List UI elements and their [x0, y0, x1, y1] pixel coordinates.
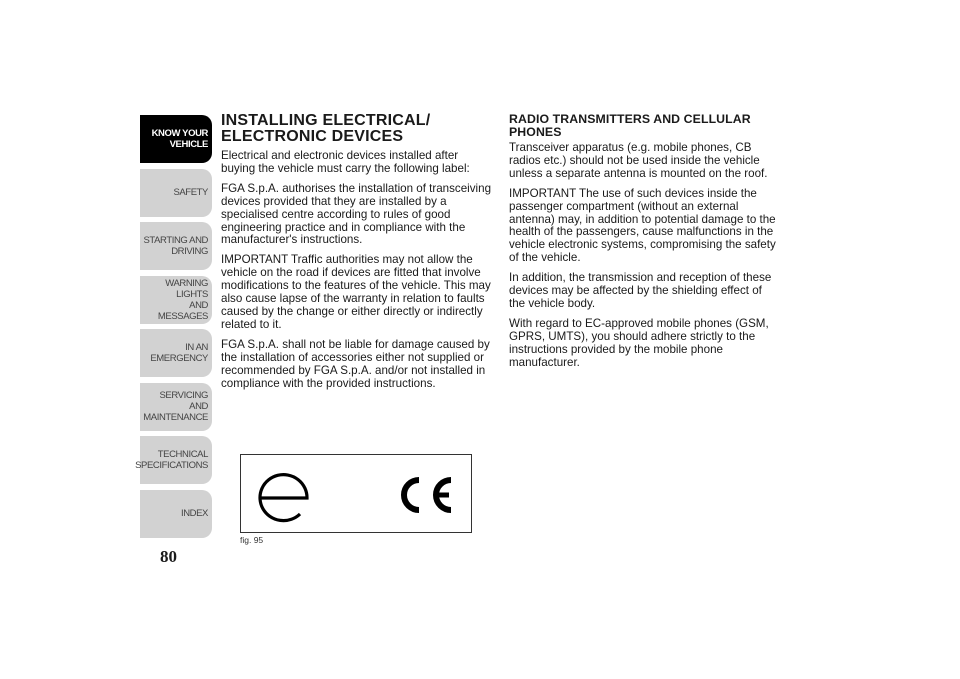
label-figure	[240, 454, 472, 533]
tab-in-an-emergency[interactable]: IN AN EMERGENCY	[140, 329, 212, 377]
section-title: INSTALLING ELECTRICAL/ ELECTRONIC DEVICES	[221, 112, 431, 145]
right-column	[509, 113, 781, 377]
tab-index[interactable]: INDEX	[140, 490, 212, 538]
tab-safety[interactable]: SAFETY	[140, 169, 212, 217]
tab-starting-and-driving[interactable]: STARTING AND DRIVING	[140, 222, 212, 270]
tab-know-your-vehicle[interactable]: KNOW YOUR VEHICLE	[140, 115, 212, 163]
paragraph: Electrical and electronic devices installed after buying the vehicle must carry the following label:	[221, 149, 470, 175]
left-column	[221, 113, 493, 397]
ce-mark-icon	[389, 475, 459, 515]
tab-technical-specifications[interactable]: TECHNICAL SPECIFICATIONS	[140, 436, 212, 484]
page-number: 80	[160, 547, 177, 566]
tab-servicing-and-maintenance[interactable]: SERVICING AND MAINTENANCE	[140, 383, 212, 431]
paragraph: In addition, the transmission and reception of these devices may be affected by the shielding effect of the vehicle body.	[509, 271, 772, 310]
paragraph: With regard to EC-approved mobile phones (GSM, GPRS, UMTS), you should adhere strictly to the instructions provided by the mobile phone manufacturer.	[509, 316, 769, 369]
tab-warning-lights[interactable]: WARNING LIGHTS AND MESSAGES	[140, 276, 212, 324]
paragraph: IMPORTANT The use of such devices inside the passenger compartment (without an external antenna) may, in addition to potential damage to the health of the passengers, cause malfunctions in the vehicle electronic systems, compromising the safety of the vehicle.	[509, 186, 776, 265]
paragraph: FGA S.p.A. authorises the installation of transceiving devices provided that they are installed by a specialised centre according to rules of good engineering practice and in compliance with the manufacturer's instructions.	[221, 181, 492, 247]
paragraph: FGA S.p.A. shall not be liable for damage caused by the installation of accessories either not supplied or recommended by FGA S.p.A. and/or not installed in compliance with the provided instructions.	[221, 337, 490, 390]
chapter-tabs	[135, 115, 212, 543]
paragraph: IMPORTANT Traffic authorities may not allow the vehicle on the road if devices are fitted that involve modifications to the features of the vehicle. This may also cause lapse of the warranty in relation to faults caused by the change or either directly or indirectly related to it.	[221, 253, 491, 331]
paragraph: Transceiver apparatus (e.g. mobile phones, CB radios etc.) should not be used inside the vehicle unless a separate antenna is mounted on the roof.	[509, 141, 768, 180]
section-title: RADIO TRANSMITTERS AND CELLULAR PHONES	[509, 112, 751, 139]
figure-caption: fig. 95	[240, 535, 264, 545]
e-mark-icon	[255, 473, 315, 523]
